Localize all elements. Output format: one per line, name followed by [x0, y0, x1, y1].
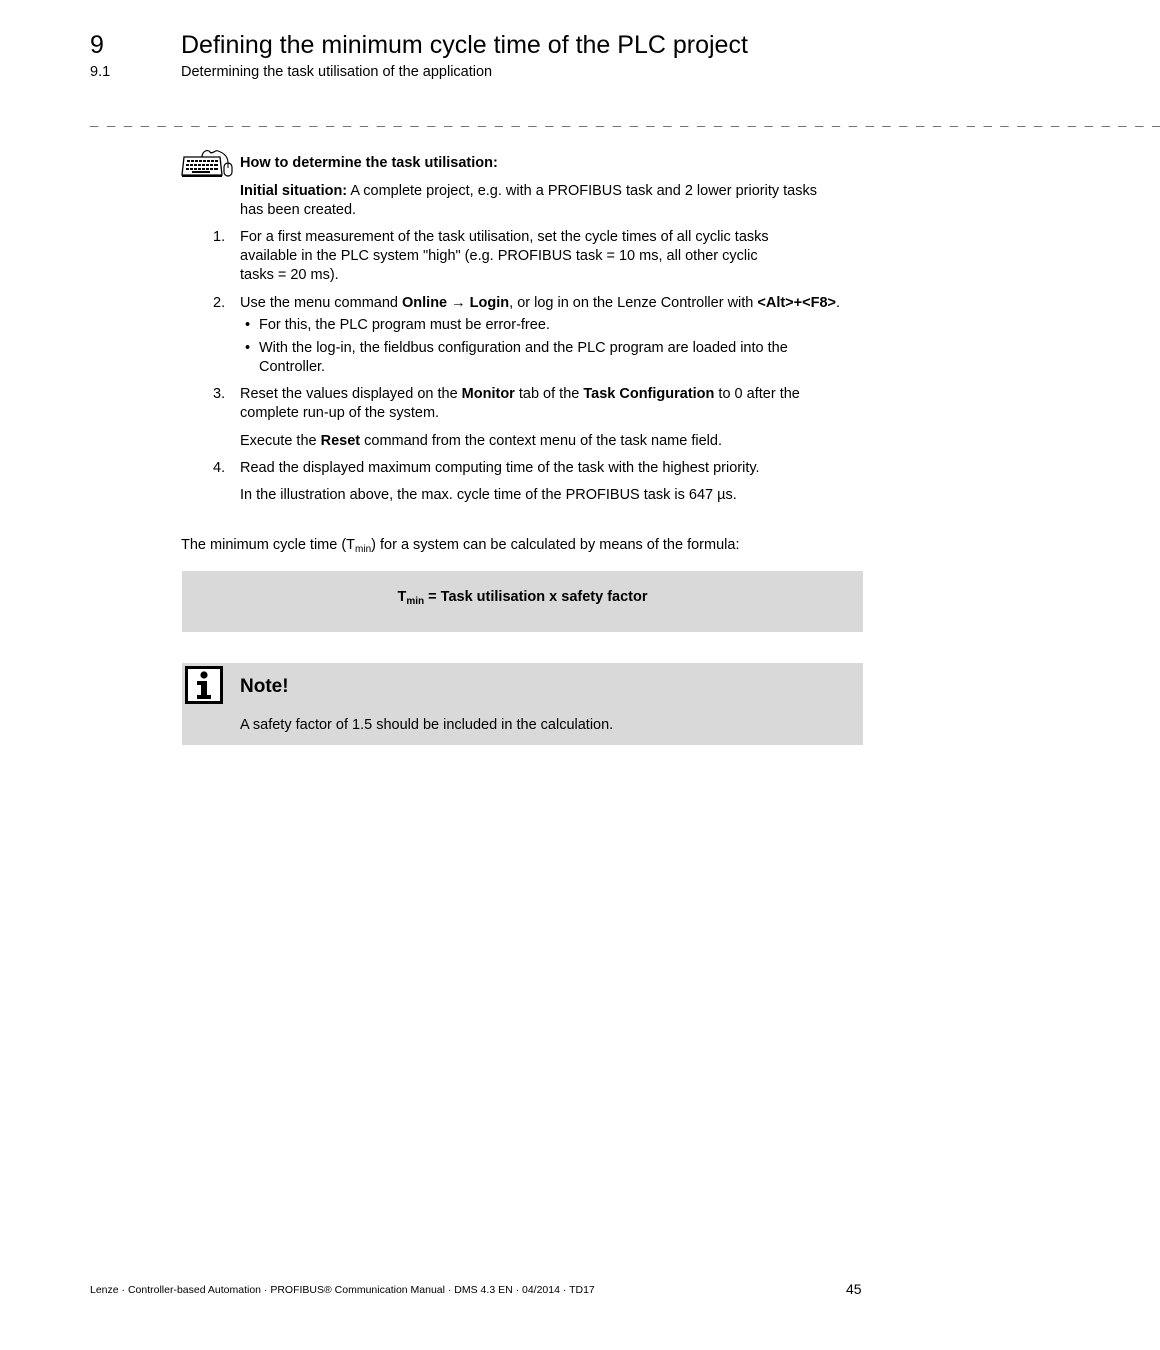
- formula-box: [182, 571, 863, 632]
- step-2-text: [240, 294, 840, 313]
- step-1-line: available in the PLC system "high" (e.g. PROFIBUS task = 10 ms, all other cyclic: [240, 248, 758, 264]
- howto-title: How to determine the task utilisation:: [240, 155, 498, 171]
- info-icon: [185, 666, 223, 704]
- bullet-item: For this, the PLC program must be error-free.: [259, 317, 550, 333]
- step-1-line: For a first measurement of the task utilisation, set the cycle times of all cyclic tasks: [240, 229, 769, 245]
- step-3-exec-b: command from the context menu of the task name field.: [360, 433, 722, 449]
- formula-intro-b: ) for a system can be calculated by means of the formula:: [371, 537, 740, 553]
- step-4-number: 4.: [213, 460, 226, 476]
- step-4-line1: Read the displayed maximum computing time of the task with the highest priority.: [240, 460, 760, 476]
- step-3-text: [240, 385, 800, 404]
- menu-command-online-login: Online → Login: [402, 295, 510, 311]
- initial-situation-text: A complete project, e.g. with a PROFIBUS task and 2 lower priority tasks: [347, 183, 817, 199]
- step-2-text-b: , or log in on the Lenze Controller with: [509, 295, 758, 311]
- formula-intro: [181, 536, 739, 555]
- step-3-line2: complete run-up of the system.: [240, 405, 440, 421]
- initial-situation-line2: has been created.: [240, 202, 357, 218]
- step-1-number: 1.: [213, 229, 226, 245]
- page-number: 45: [846, 1281, 862, 1297]
- step-1-line: tasks = 20 ms).: [240, 267, 339, 283]
- formula-rest: = Task utilisation x safety factor: [424, 589, 648, 605]
- footer-text: Lenze · Controller-based Automation · PROFIBUS® Communication Manual · DMS 4.3 EN · 04/2014 · TD17: [90, 1284, 595, 1296]
- step-3-number: 3.: [213, 386, 226, 402]
- bullet-item: Controller.: [259, 359, 326, 375]
- formula: [182, 587, 863, 607]
- step-3-text-b: tab of the: [514, 386, 584, 402]
- note-box: [182, 663, 863, 745]
- step-2-text-c: .: [835, 295, 841, 311]
- chapter-title: Defining the minimum cycle time of the PLC project: [181, 31, 748, 59]
- bullet-dot: •: [245, 317, 251, 333]
- step-4-line2: In the illustration above, the max. cycle time of the PROFIBUS task is 647 µs.: [240, 487, 737, 503]
- step-2-text-a: Use the menu command: [240, 295, 402, 311]
- initial-situation: [240, 182, 817, 201]
- task-configuration-ref: Task Configuration: [583, 386, 715, 402]
- monitor-tab-ref: Monitor: [461, 386, 515, 402]
- step-3-exec-a: Execute the: [240, 433, 321, 449]
- bullet-dot: •: [245, 340, 251, 356]
- step-2-number: 2.: [213, 295, 226, 311]
- shortcut-alt-f8: <Alt>+<F8>: [757, 295, 836, 311]
- header-separator: _ _ _ _ _ _ _ _ _ _ _ _ _ _ _ _ _ _ _ _ _ _ _ _ _ _ _ _ _ _ _ _ _ _ _ _ _ _ _ _ _ _ _ _ _ _ _ _ _ _ _ _ _ _ _ _ _ _ _ _ _ _ _ _: [90, 111, 1160, 127]
- initial-situation-label: Initial situation:: [240, 183, 348, 199]
- step-3-text-c: to 0 after the: [714, 386, 800, 402]
- formula-intro-a: The minimum cycle time (T: [181, 537, 356, 553]
- keyboard-mouse-icon: [180, 147, 234, 179]
- formula-sub: min: [406, 596, 425, 607]
- formula-t: T: [397, 589, 407, 605]
- section-number: 9.1: [90, 64, 111, 80]
- step-3-text-a: Reset the values displayed on the: [240, 386, 462, 402]
- formula-intro-sub: min: [355, 544, 372, 555]
- chapter-number: 9: [90, 31, 104, 59]
- reset-command-ref: Reset: [320, 433, 361, 449]
- step-3-execute: [240, 432, 722, 451]
- bullet-item: With the log-in, the fieldbus configuration and the PLC program are loaded into the: [259, 340, 788, 356]
- section-title: Determining the task utilisation of the application: [181, 64, 493, 80]
- note-title: Note!: [240, 676, 289, 697]
- note-text: A safety factor of 1.5 should be included in the calculation.: [240, 717, 614, 733]
